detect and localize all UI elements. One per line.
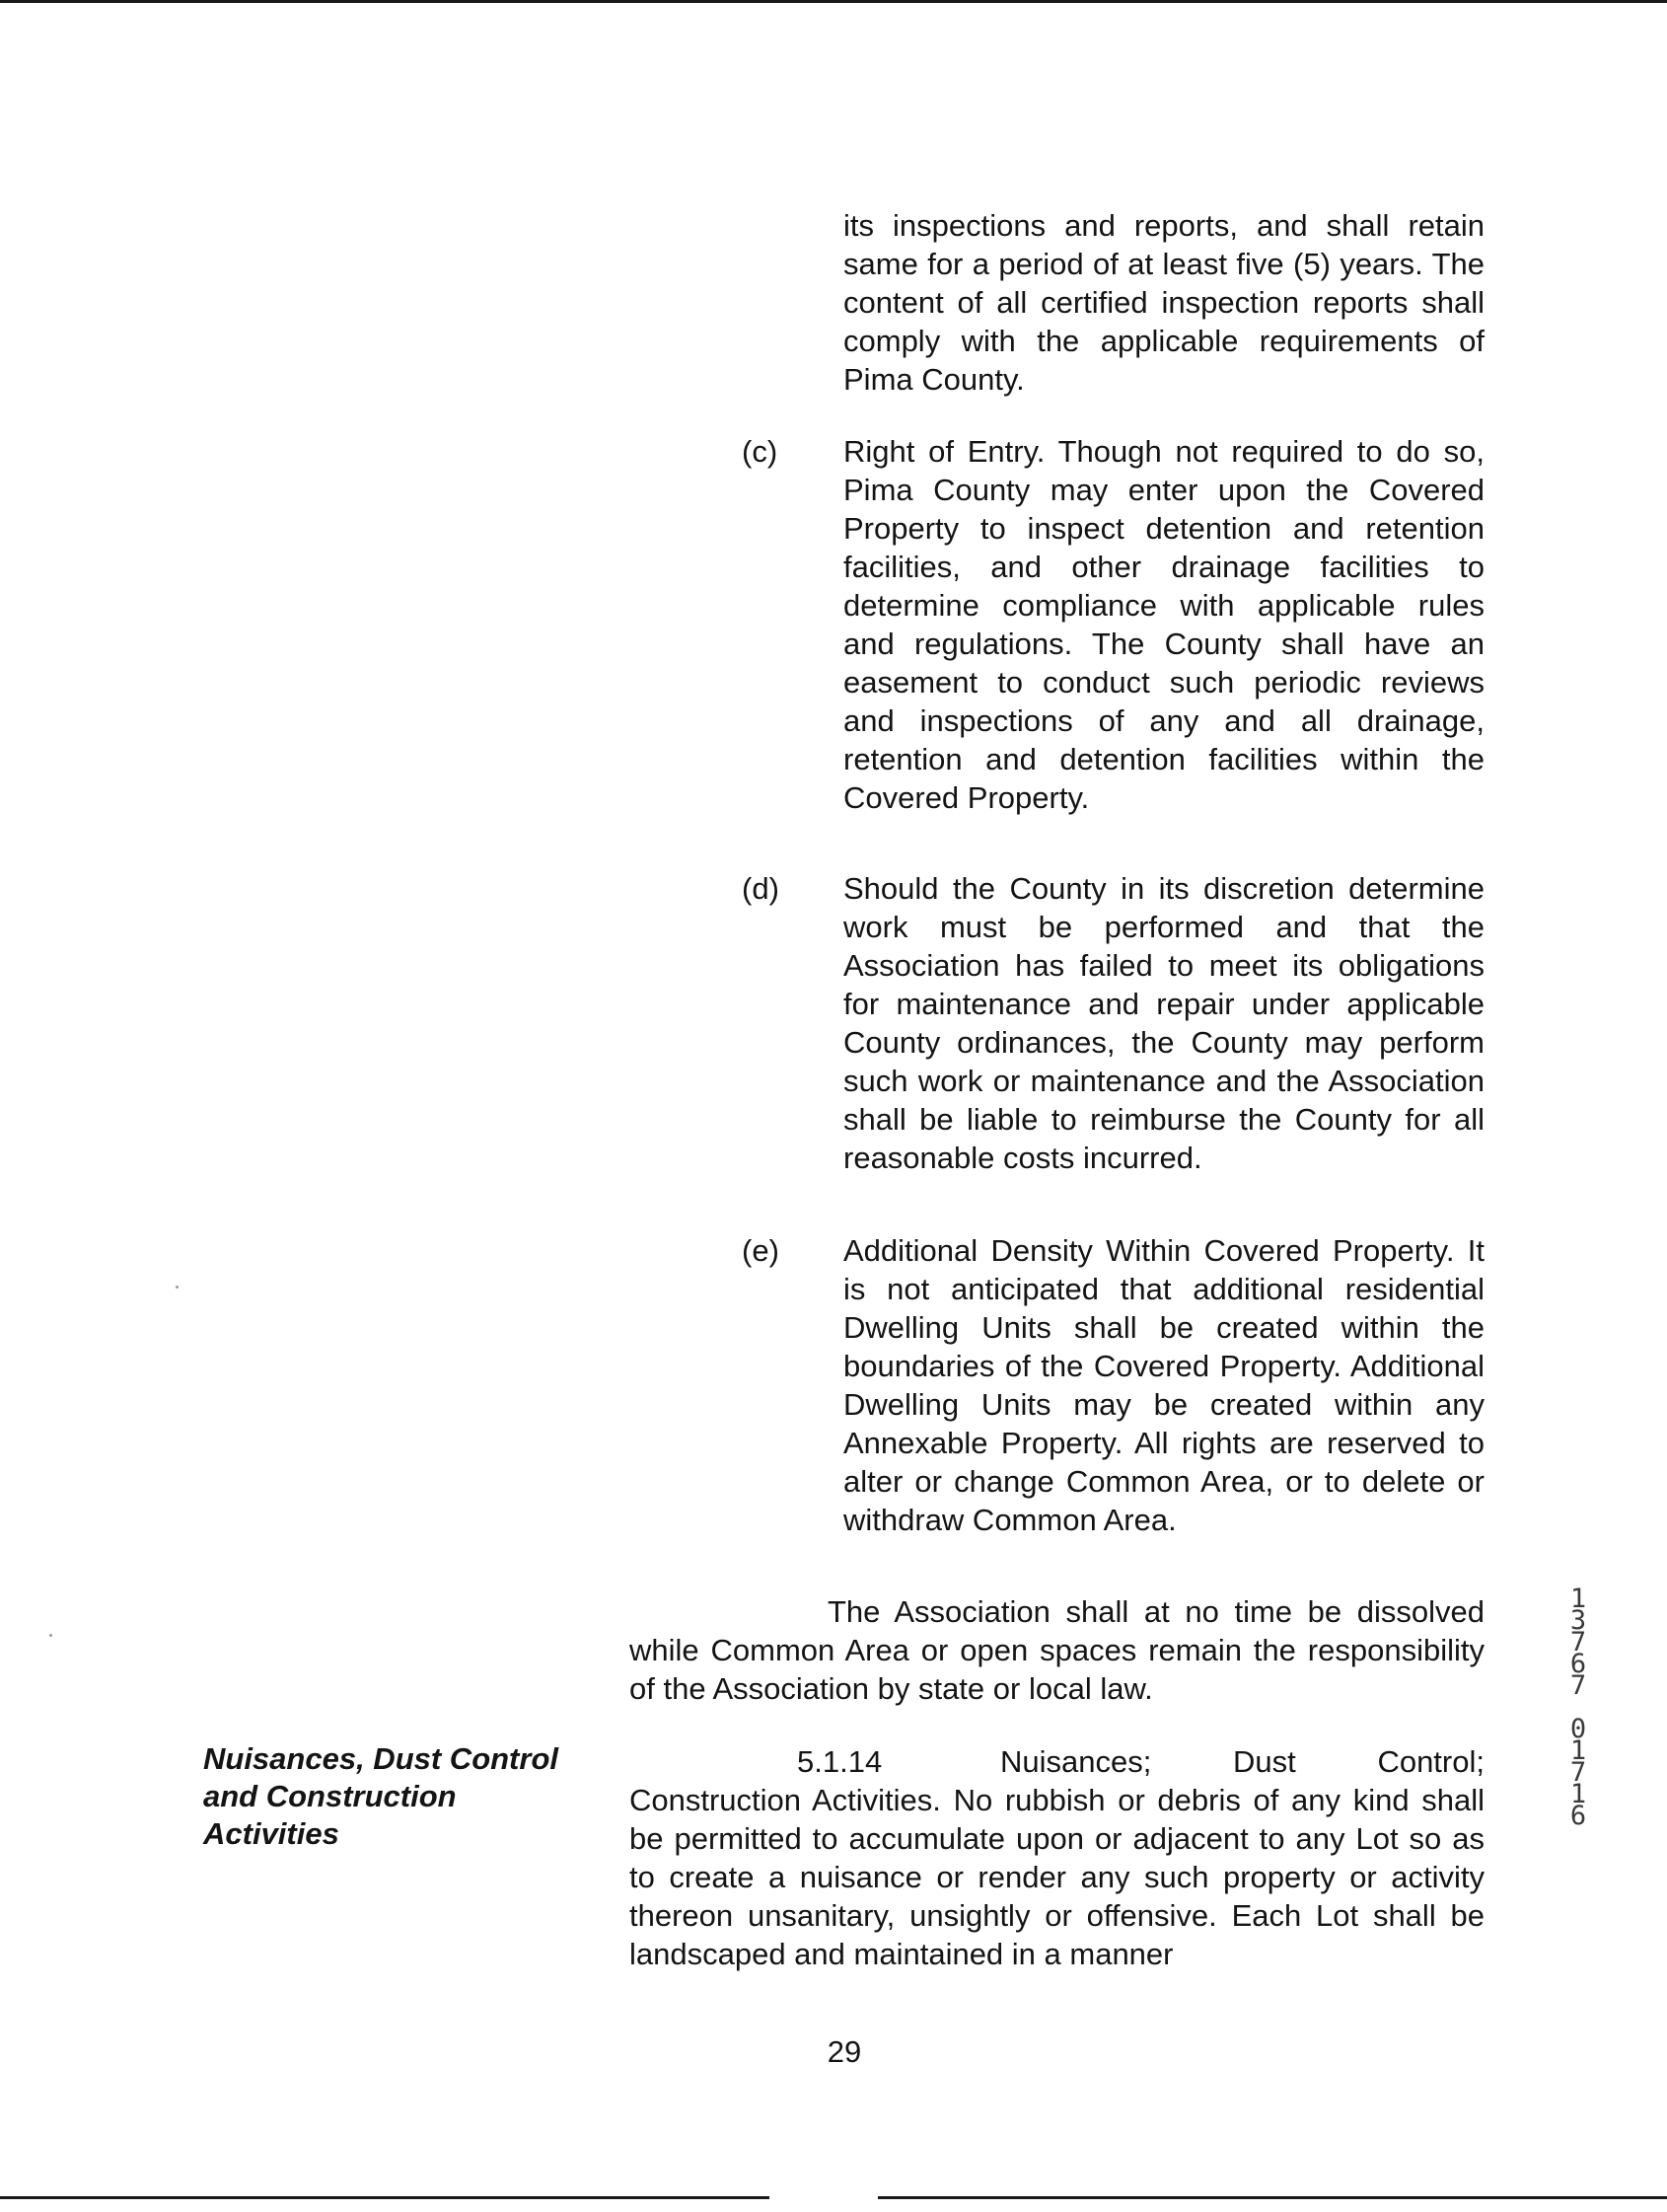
stamp-digit: 3 <box>1569 1605 1587 1636</box>
stamp-digit: 7 <box>1569 1757 1587 1788</box>
closing-paragraph: The Association shall at no time be dissolved while Common Area or open spaces remain the responsibility of the Association by state or local law. <box>629 1594 1485 1706</box>
stamp-digit: 1 <box>1569 1584 1587 1614</box>
stamp-digit: 6 <box>1569 1801 1587 1831</box>
list-item-text: Additional Density Within Covered Property. It is not anticipated that additional residential Dwelling Units shall be created within the boundaries of the Covered Property. Additional Dwelling Units may be created within any Annexable Property. All rights are reserved to alter or change Common Area, or to delete or withdraw Common Area. <box>843 1233 1485 1537</box>
recording-stamp <box>1560 1584 1596 1831</box>
section-number: 5.1.14 <box>797 1744 883 1779</box>
section-text: Nuisances; Dust Control; Construction Activities. No rubbish or debris of any kind shall be permitted to accumulate upon or adjacent to any Lot so as to create a nuisance or render any such property or activity thereon unsanitary, unsightly or offensive. Each Lot shall be landscaped and maintained in a manner <box>629 1744 1485 1971</box>
list-item-text: Right of Entry. Though not required to do so, Pima County may enter upon the Covered Property to inspect detention and retention facilities, and other drainage facilities to determine compliance with applicable rules and regulations. The County shall have an easement to conduct such periodic reviews and inspections of any and all drainage, retention and detention facilities within the Covered Property. <box>843 434 1485 815</box>
stamp-digit: 0 <box>1569 1714 1587 1744</box>
scan-speck <box>49 1634 52 1637</box>
page-number: 29 <box>827 2034 862 2069</box>
section-5-1-14 <box>629 1742 1485 1973</box>
list-item-label: (c) <box>742 434 778 469</box>
continued-paragraph: its inspections and reports, and shall retain same for a period of at least five (5) years. The content of all certified inspection reports shall comply with the applicable requirements of Pima County. <box>843 208 1485 397</box>
list-item-label: (d) <box>742 871 779 906</box>
stamp-digit: 7 <box>1569 1627 1587 1658</box>
list-item-label: (e) <box>742 1233 779 1268</box>
section-margin-heading: Nuisances, Dust Control and Construction Activities <box>203 1741 558 1851</box>
stamp-digit: 1 <box>1569 1735 1587 1766</box>
scan-top-edge <box>0 0 1667 3</box>
stamp-digit: 1 <box>1569 1779 1587 1809</box>
scan-speck <box>176 1286 179 1289</box>
stamp-digit: 7 <box>1569 1670 1587 1701</box>
list-item-text: Should the County in its discretion determine work must be performed and that the Association has failed to meet its obligations for maintenance and repair under applicable County ordinances, the County may perform such work or maintenance and the Association shall be liable to reimburse the County for all reasonable costs incurred. <box>843 871 1485 1175</box>
stamp-digit: 6 <box>1569 1649 1587 1679</box>
scan-bottom-edge-gap <box>769 2196 878 2199</box>
